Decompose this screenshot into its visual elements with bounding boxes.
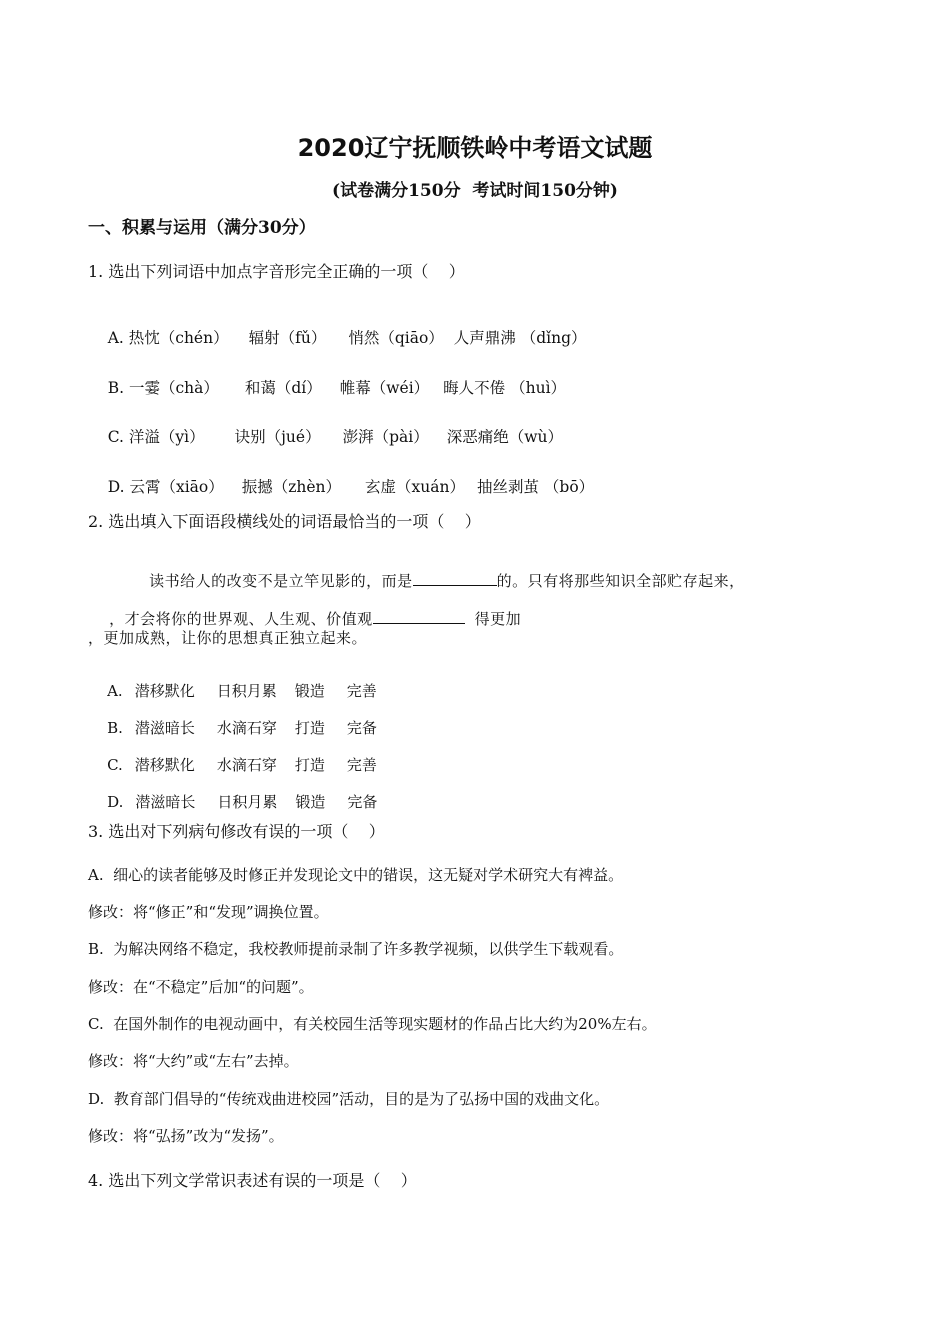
q2-d-2: 日积月累 (217, 793, 278, 811)
q2-para-1a: 读书给人的改变不是立竿见影的，而是 (149, 572, 413, 590)
q2-para-2b: 得更加 (474, 610, 522, 628)
page-subtitle: (试卷满分150分 考试时间150分钟) (332, 181, 618, 201)
q2-d-4: 完备 (347, 793, 378, 811)
q2-a-4: 完善 (346, 682, 377, 700)
q3-option-c-sentence: C. 在国外制作的电视动画中，有关校园生活等现实题材的作品占比大约为20%左右。 (88, 1015, 657, 1033)
q1-b-4: 晦人不倦 （huì） (443, 378, 567, 397)
q1-a-3: 悄然（qiāo） (348, 328, 444, 347)
page-title: 2020辽宁抚顺铁岭中考语文试题 (297, 134, 653, 162)
q2-option-d (88, 780, 377, 825)
q3-option-b-fix: 修改：在“不稳定”后加“的问题”。 (88, 978, 314, 996)
q1-d-1: D. 云霄（xiāo） (107, 477, 224, 496)
q2-b-1: 潜滋暗长 (134, 719, 195, 737)
q1-b-2: 和蔼（dí） (244, 378, 322, 397)
q2-a-letter: A. (107, 682, 123, 700)
q3-option-a-sentence: A. 细心的读者能够及时修正并发现论文中的错误，这无疑对学术研究大有裨益。 (88, 866, 624, 884)
q1-a-1: A. 热忱（chén） (107, 328, 229, 347)
q2-d-letter: D. (107, 793, 124, 811)
q1-option-a (88, 315, 587, 362)
q2-a-2: 日积月累 (216, 682, 277, 700)
question-2-stem: 2. 选出填入下面语段横线处的词语最恰当的一项（ ） (88, 512, 481, 531)
q1-d-4: 抽丝剥茧 （bō） (477, 477, 595, 496)
q2-para-1b: 的。只有将那些知识全部贮存起来， (496, 572, 745, 590)
q1-a-2: 辐射（fǔ） (248, 328, 327, 347)
q1-c-3: 澎湃（pài） (342, 427, 429, 446)
question-1-stem: 1. 选出下列词语中加点字音形完全正确的一项（ ） (88, 262, 465, 281)
q3-option-d-sentence: D. 教育部门倡导的“传统戏曲进校园”活动，目的是为了弘扬中国的戏曲文化。 (88, 1090, 610, 1108)
q2-d-1: 潜滋暗长 (135, 793, 196, 811)
q3-option-b-sentence: B. 为解决网络不稳定，我校教师提前录制了许多教学视频，以供学生下载观看。 (88, 940, 624, 958)
q2-c-letter: C. (107, 756, 123, 774)
q1-option-d (88, 464, 594, 511)
q2-d-3: 锻造 (295, 793, 326, 811)
q2-c-4: 完善 (346, 756, 377, 774)
section-heading: 一、积累与运用（满分30分） (88, 218, 316, 238)
q1-b-3: 帷幕（wéi） (339, 378, 430, 397)
question-4-stem: 4. 选出下列文学常识表述有误的一项是（ ） (88, 1171, 417, 1190)
q2-c-1: 潜移默化 (134, 756, 195, 774)
q3-option-c-fix: 修改：将“大约”或“左右”去掉。 (88, 1052, 299, 1070)
q3-option-a-fix: 修改：将“修正”和“发现”调换位置。 (88, 903, 329, 921)
q1-a-4: 人声鼎沸 （dǐng） (453, 328, 587, 347)
q2-para-2a: ，才会将你的世界观、人生观、价值观 (109, 610, 373, 628)
q2-passage-line-3: ，更加成熟，让你的思想真正独立起来。 (88, 629, 368, 647)
blank-1 (413, 571, 497, 586)
q1-d-2: 振撼（zhèn） (241, 477, 342, 496)
q2-b-letter: B. (107, 719, 123, 737)
q1-c-4: 深恶痛绝（wù） (446, 427, 563, 446)
q2-a-1: 潜移默化 (134, 682, 195, 700)
q1-c-1: C. 洋溢（yì） (107, 427, 205, 446)
q2-a-3: 锻造 (294, 682, 325, 700)
blank-2 (373, 609, 465, 624)
q2-c-3: 打造 (294, 756, 325, 774)
question-3-stem: 3. 选出对下列病句修改有误的一项（ ） (88, 822, 385, 841)
q1-option-b (88, 365, 566, 412)
q1-b-1: B. 一霎（chà） (107, 378, 219, 397)
q2-b-2: 水滴石穿 (216, 719, 277, 737)
q1-d-3: 玄虚（xuán） (365, 477, 465, 496)
q2-c-2: 水滴石穿 (216, 756, 277, 774)
q2-b-4: 完备 (346, 719, 377, 737)
q2-b-3: 打造 (294, 719, 325, 737)
q1-option-c (88, 414, 563, 461)
q3-option-d-fix: 修改：将“弘扬”改为“发扬”。 (88, 1127, 284, 1145)
q1-c-2: 诀别（jué） (234, 427, 321, 446)
